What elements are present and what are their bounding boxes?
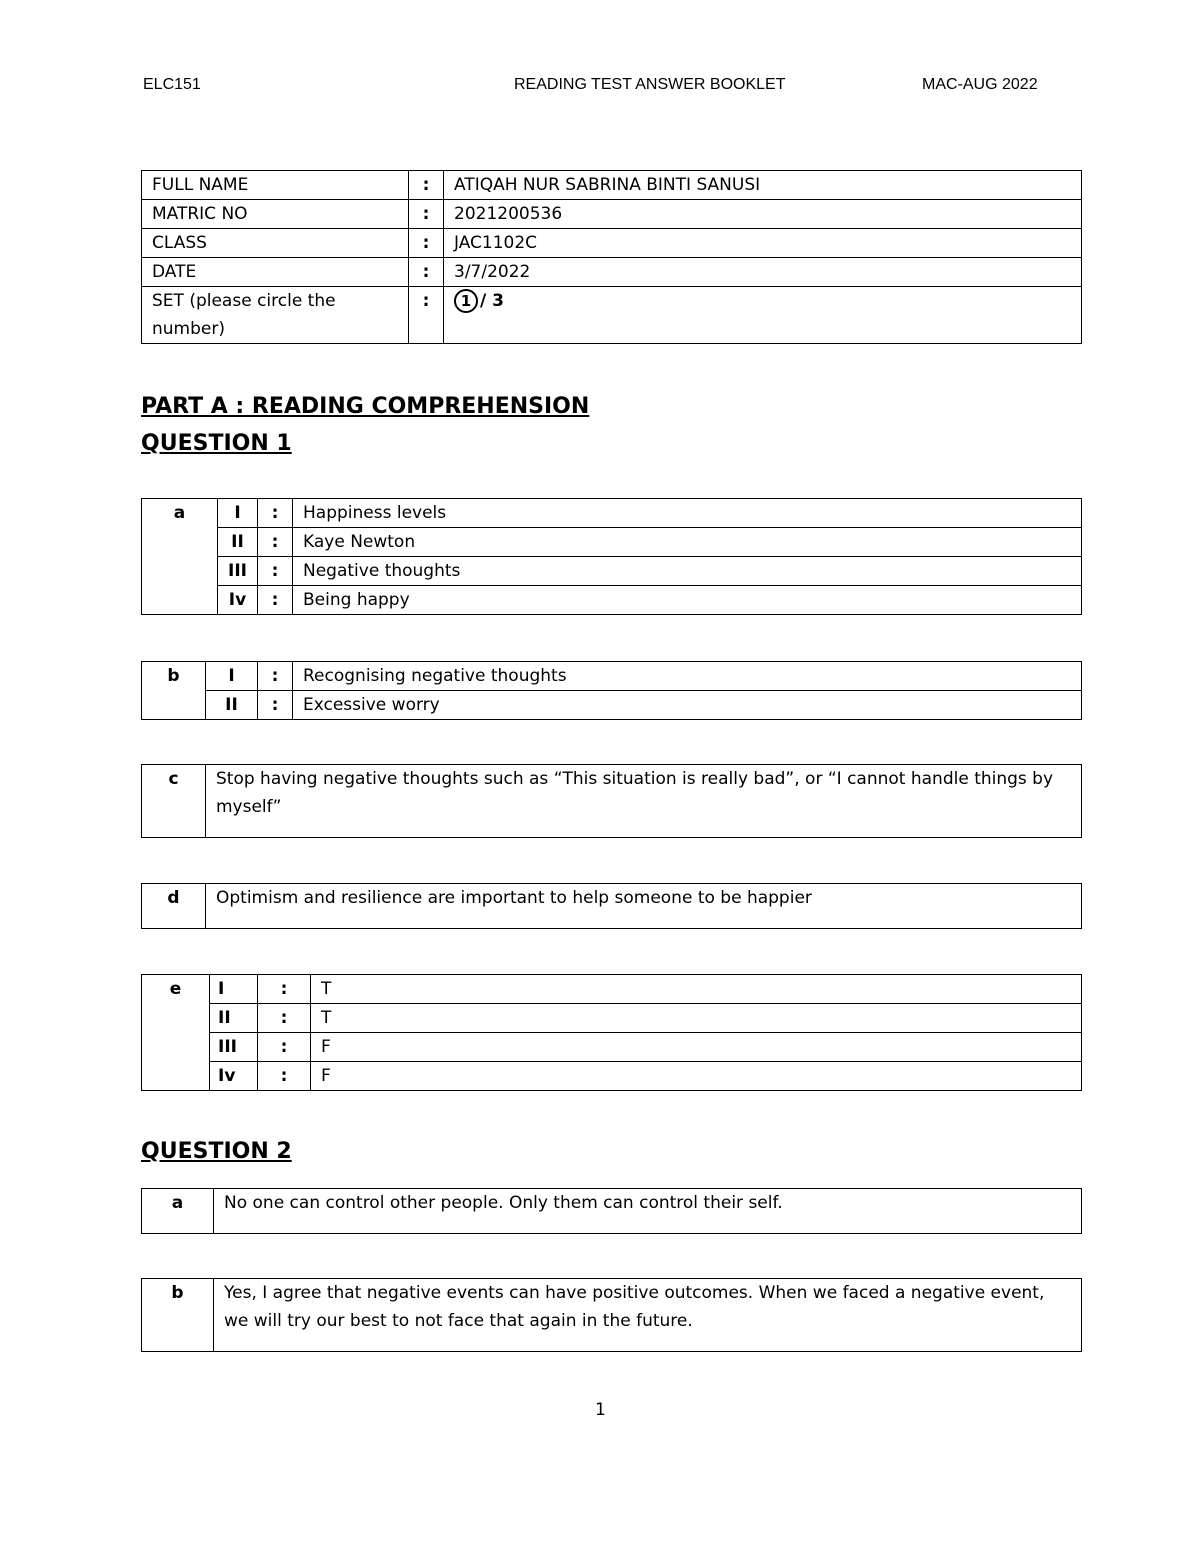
q1e-row	[142, 1004, 1082, 1033]
set-label: SET (please circle the number)	[142, 287, 409, 344]
q2b-table	[141, 1278, 1082, 1352]
colon: :	[409, 287, 444, 344]
matric-label: MATRIC NO	[142, 200, 409, 229]
q1b-num: I	[206, 662, 258, 691]
set-row	[142, 287, 1082, 344]
colon: :	[258, 1004, 311, 1033]
q1c-row	[142, 765, 1082, 838]
student-info-table	[141, 170, 1082, 344]
matric-row	[142, 200, 1082, 229]
question-1-title: QUESTION 1	[141, 431, 292, 456]
q1b-key: b	[142, 662, 206, 720]
q1a-num: II	[218, 528, 258, 557]
set-rest: / 3	[480, 291, 504, 311]
q1d-row	[142, 884, 1082, 929]
q1b-table	[141, 661, 1082, 720]
q1a-row	[142, 557, 1082, 586]
q1e-answer: F	[311, 1062, 1082, 1091]
class-label: CLASS	[142, 229, 409, 258]
class-value: JAC1102C	[444, 229, 1082, 258]
page-number: 1	[595, 1400, 606, 1420]
date-row	[142, 258, 1082, 287]
q1e-row	[142, 975, 1082, 1004]
colon: :	[258, 1062, 311, 1091]
q1d-answer: Optimism and resilience are important to help someone to be happier	[206, 884, 1082, 929]
colon: :	[258, 975, 311, 1004]
q1b-answer: Recognising negative thoughts	[293, 662, 1082, 691]
q1a-key: a	[142, 499, 218, 615]
full-name-label: FULL NAME	[142, 171, 409, 200]
full-name-row	[142, 171, 1082, 200]
q1e-num: I	[210, 975, 258, 1004]
colon: :	[409, 229, 444, 258]
q1c-table	[141, 764, 1082, 838]
colon: :	[258, 528, 293, 557]
colon: :	[258, 557, 293, 586]
colon: :	[258, 691, 293, 720]
q2b-answer: Yes, I agree that negative events can have positive outcomes. When we faced a negative event, we will try our best to not face that again in the future.	[214, 1279, 1082, 1352]
q1a-num: Iv	[218, 586, 258, 615]
q1a-row	[142, 499, 1082, 528]
q1b-num: II	[206, 691, 258, 720]
q1e-row	[142, 1062, 1082, 1091]
colon: :	[409, 171, 444, 200]
q1a-answer: Negative thoughts	[293, 557, 1082, 586]
question-2-title: QUESTION 2	[141, 1139, 292, 1164]
session: MAC-AUG 2022	[922, 76, 1038, 93]
colon: :	[258, 1033, 311, 1062]
q1a-answer: Being happy	[293, 586, 1082, 615]
colon: :	[258, 586, 293, 615]
q2a-row	[142, 1189, 1082, 1234]
q1b-answer: Excessive worry	[293, 691, 1082, 720]
q1b-row	[142, 662, 1082, 691]
q1b-row	[142, 691, 1082, 720]
colon: :	[409, 258, 444, 287]
date-label: DATE	[142, 258, 409, 287]
q1a-num: III	[218, 557, 258, 586]
q1e-key: e	[142, 975, 210, 1091]
q2b-key: b	[142, 1279, 214, 1352]
q1e-num: Iv	[210, 1062, 258, 1091]
booklet-title: READING TEST ANSWER BOOKLET	[514, 76, 786, 93]
q2b-row	[142, 1279, 1082, 1352]
q1a-answer: Happiness levels	[293, 499, 1082, 528]
q1a-row	[142, 586, 1082, 615]
q1d-key: d	[142, 884, 206, 929]
q1a-answer: Kaye Newton	[293, 528, 1082, 557]
set-value	[444, 287, 1082, 344]
circled-set-number: 1	[454, 289, 478, 313]
colon: :	[409, 200, 444, 229]
q1a-table	[141, 498, 1082, 615]
q1e-answer: T	[311, 975, 1082, 1004]
q2a-answer: No one can control other people. Only them can control their self.	[214, 1189, 1082, 1234]
matric-value: 2021200536	[444, 200, 1082, 229]
q2a-key: a	[142, 1189, 214, 1234]
class-row	[142, 229, 1082, 258]
q1e-table	[141, 974, 1082, 1091]
q1e-row	[142, 1033, 1082, 1062]
q1c-key: c	[142, 765, 206, 838]
course-code: ELC151	[143, 76, 201, 93]
part-a-title: PART A : READING COMPREHENSION	[141, 394, 590, 419]
q1e-num: II	[210, 1004, 258, 1033]
date-value: 3/7/2022	[444, 258, 1082, 287]
colon: :	[258, 499, 293, 528]
full-name-value: ATIQAH NUR SABRINA BINTI SANUSI	[444, 171, 1082, 200]
q1e-answer: T	[311, 1004, 1082, 1033]
q1a-num: I	[218, 499, 258, 528]
q1e-answer: F	[311, 1033, 1082, 1062]
q2a-table	[141, 1188, 1082, 1234]
colon: :	[258, 662, 293, 691]
q1d-table	[141, 883, 1082, 929]
q1a-row	[142, 528, 1082, 557]
q1c-answer: Stop having negative thoughts such as “This situation is really bad”, or “I cannot handle things by myself”	[206, 765, 1082, 838]
q1e-num: III	[210, 1033, 258, 1062]
